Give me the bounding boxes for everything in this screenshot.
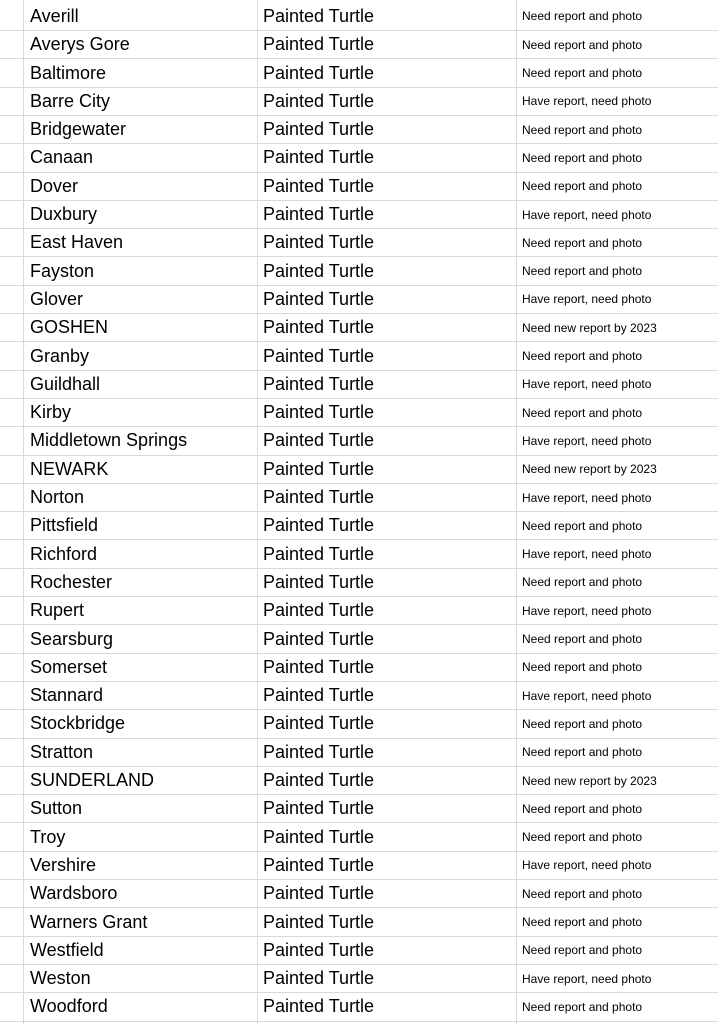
status-cell[interactable]: Need report and photo xyxy=(522,349,643,364)
town-cell[interactable]: Troy xyxy=(30,826,66,847)
status-cell[interactable]: Need new report by 2023 xyxy=(522,320,657,335)
row-margin-cell[interactable] xyxy=(0,795,24,822)
status-cell[interactable]: Have report, need photo xyxy=(522,490,652,505)
table-row xyxy=(0,286,718,314)
table-row xyxy=(0,795,718,823)
row-margin-cell[interactable] xyxy=(0,116,24,143)
table-row xyxy=(0,965,718,993)
town-cell[interactable]: Guildhall xyxy=(30,373,101,394)
town-cell[interactable]: Fayston xyxy=(30,260,95,281)
town-cell[interactable]: Searsburg xyxy=(30,628,114,649)
status-cell[interactable]: Need report and photo xyxy=(522,37,643,52)
table-row xyxy=(0,342,718,370)
species-cell[interactable]: Painted Turtle xyxy=(263,571,375,592)
town-cell[interactable]: Stannard xyxy=(30,685,104,706)
town-cell[interactable]: Middletown Springs xyxy=(30,430,188,451)
town-cell[interactable]: Glover xyxy=(30,288,84,309)
town-cell[interactable]: Stockbridge xyxy=(30,713,126,734)
town-cell[interactable]: Rupert xyxy=(30,600,85,621)
row-margin-cell[interactable] xyxy=(0,484,24,511)
row-margin-cell[interactable] xyxy=(0,824,24,851)
status-cell[interactable]: Need report and photo xyxy=(522,745,643,760)
status-cell[interactable]: Need report and photo xyxy=(522,405,643,420)
status-cell[interactable]: Need report and photo xyxy=(522,915,643,930)
species-cell[interactable]: Painted Turtle xyxy=(263,175,375,196)
table-row xyxy=(0,484,718,512)
status-cell[interactable]: Need new report by 2023 xyxy=(522,773,657,788)
town-cell[interactable]: Warners Grant xyxy=(30,911,148,932)
table-row xyxy=(0,569,718,597)
species-cell[interactable]: Painted Turtle xyxy=(263,515,375,536)
table-row xyxy=(0,908,718,936)
town-cell[interactable]: Sutton xyxy=(30,798,83,819)
town-cell[interactable]: East Haven xyxy=(30,232,124,253)
row-margin-cell[interactable] xyxy=(0,597,24,624)
table-row xyxy=(0,625,718,653)
species-cell[interactable]: Painted Turtle xyxy=(263,826,375,847)
table-row xyxy=(0,654,718,682)
town-cell[interactable]: Rochester xyxy=(30,571,113,592)
status-cell[interactable]: Have report, need photo xyxy=(522,858,652,873)
table-row xyxy=(0,937,718,965)
status-cell[interactable]: Need report and photo xyxy=(522,66,643,81)
table-row xyxy=(0,739,718,767)
status-cell[interactable]: Need report and photo xyxy=(522,575,643,590)
species-cell[interactable]: Painted Turtle xyxy=(263,628,375,649)
species-cell[interactable]: Painted Turtle xyxy=(263,600,375,621)
row-margin-cell[interactable] xyxy=(0,710,24,737)
species-cell[interactable]: Painted Turtle xyxy=(263,5,375,26)
status-cell[interactable]: Have report, need photo xyxy=(522,547,652,562)
table-row xyxy=(0,59,718,87)
species-cell[interactable]: Painted Turtle xyxy=(263,288,375,309)
status-cell[interactable]: Need report and photo xyxy=(522,179,643,194)
species-cell[interactable]: Painted Turtle xyxy=(263,685,375,706)
status-cell[interactable]: Have report, need photo xyxy=(522,971,652,986)
town-cell[interactable]: Westfield xyxy=(30,939,104,960)
species-cell[interactable]: Painted Turtle xyxy=(263,911,375,932)
species-cell[interactable]: Painted Turtle xyxy=(263,34,375,55)
town-cell[interactable]: Pittsfield xyxy=(30,515,99,536)
row-margin-cell[interactable] xyxy=(0,371,24,398)
town-cell[interactable]: Stratton xyxy=(30,741,94,762)
row-margin-cell[interactable] xyxy=(0,201,24,228)
row-margin-cell[interactable] xyxy=(0,512,24,539)
table-row xyxy=(0,144,718,172)
town-cell[interactable]: Barre City xyxy=(30,90,111,111)
row-margin-cell[interactable] xyxy=(0,286,24,313)
row-margin-cell[interactable] xyxy=(0,342,24,369)
species-cell[interactable]: Painted Turtle xyxy=(263,798,375,819)
table-row xyxy=(0,710,718,738)
status-cell[interactable]: Need report and photo xyxy=(522,150,643,165)
row-margin-cell[interactable] xyxy=(0,767,24,794)
status-cell[interactable]: Have report, need photo xyxy=(522,377,652,392)
table-row xyxy=(0,258,718,286)
town-cell[interactable]: Canaan xyxy=(30,147,94,168)
status-cell[interactable]: Have report, need photo xyxy=(522,207,652,222)
row-margin-cell[interactable] xyxy=(0,31,24,58)
status-cell[interactable]: Need report and photo xyxy=(522,801,643,816)
species-cell[interactable]: Painted Turtle xyxy=(263,656,375,677)
species-cell[interactable]: Painted Turtle xyxy=(263,147,375,168)
town-cell[interactable]: Norton xyxy=(30,487,85,508)
town-cell[interactable]: Averill xyxy=(30,5,79,26)
status-cell[interactable]: Need report and photo xyxy=(522,9,643,24)
species-cell[interactable]: Painted Turtle xyxy=(263,402,375,423)
table-row xyxy=(0,88,718,116)
town-cell[interactable]: Richford xyxy=(30,543,98,564)
species-cell[interactable]: Painted Turtle xyxy=(263,458,375,479)
row-margin-cell[interactable] xyxy=(0,937,24,964)
species-cell[interactable]: Painted Turtle xyxy=(263,62,375,83)
town-cell[interactable]: Bridgewater xyxy=(30,119,127,140)
town-cell[interactable]: Baltimore xyxy=(30,62,107,83)
town-cell[interactable]: Wardsboro xyxy=(30,883,118,904)
town-cell[interactable]: Duxbury xyxy=(30,204,98,225)
status-cell[interactable]: Need report and photo xyxy=(522,943,643,958)
table-row xyxy=(0,852,718,880)
species-cell[interactable]: Painted Turtle xyxy=(263,232,375,253)
species-cell[interactable]: Painted Turtle xyxy=(263,883,375,904)
status-cell[interactable]: Need report and photo xyxy=(522,264,643,279)
table-row xyxy=(0,31,718,59)
row-margin-cell[interactable] xyxy=(0,399,24,426)
row-margin-cell[interactable] xyxy=(0,625,24,652)
table-row xyxy=(0,399,718,427)
row-margin-cell[interactable] xyxy=(0,908,24,935)
table-row xyxy=(0,427,718,455)
status-cell[interactable]: Need report and photo xyxy=(522,122,643,137)
table-row xyxy=(0,682,718,710)
town-cell[interactable]: Woodford xyxy=(30,996,108,1017)
row-margin-cell[interactable] xyxy=(0,173,24,200)
town-cell[interactable]: Granby xyxy=(30,345,90,366)
status-cell[interactable]: Have report, need photo xyxy=(522,433,652,448)
table-row xyxy=(0,201,718,229)
species-cell[interactable]: Painted Turtle xyxy=(263,345,375,366)
status-cell[interactable]: Need report and photo xyxy=(522,632,643,647)
row-margin-cell[interactable] xyxy=(0,144,24,171)
table-row xyxy=(0,541,718,569)
table-row xyxy=(0,456,718,484)
row-margin-cell[interactable] xyxy=(0,880,24,907)
status-cell[interactable]: Have report, need photo xyxy=(522,94,652,109)
row-margin-cell[interactable] xyxy=(0,314,24,341)
town-cell[interactable]: NEWARK xyxy=(30,458,109,479)
table-row xyxy=(0,767,718,795)
status-cell[interactable]: Need report and photo xyxy=(522,518,643,533)
row-margin-cell[interactable] xyxy=(0,427,24,454)
status-cell[interactable]: Need report and photo xyxy=(522,999,643,1014)
species-cell[interactable]: Painted Turtle xyxy=(263,487,375,508)
species-cell[interactable]: Painted Turtle xyxy=(263,713,375,734)
row-margin-cell[interactable] xyxy=(0,541,24,568)
table-row xyxy=(0,371,718,399)
row-margin-cell[interactable] xyxy=(0,682,24,709)
town-cell[interactable]: Weston xyxy=(30,968,91,989)
species-cell[interactable]: Painted Turtle xyxy=(263,543,375,564)
town-cell[interactable]: Kirby xyxy=(30,402,72,423)
row-margin-cell[interactable] xyxy=(0,965,24,992)
row-margin-cell[interactable] xyxy=(0,569,24,596)
table-row xyxy=(0,314,718,342)
status-cell[interactable]: Have report, need photo xyxy=(522,688,652,703)
status-cell[interactable]: Have report, need photo xyxy=(522,603,652,618)
status-cell[interactable]: Need report and photo xyxy=(522,716,643,731)
status-cell[interactable]: Need report and photo xyxy=(522,235,643,250)
table-row xyxy=(0,993,718,1021)
table-row xyxy=(0,824,718,852)
status-cell[interactable]: Need report and photo xyxy=(522,660,643,675)
status-cell[interactable]: Need new report by 2023 xyxy=(522,462,657,477)
town-cell[interactable]: SUNDERLAND xyxy=(30,770,155,791)
species-cell[interactable]: Painted Turtle xyxy=(263,854,375,875)
species-cell[interactable]: Painted Turtle xyxy=(263,204,375,225)
row-margin-cell[interactable] xyxy=(0,258,24,285)
table-row xyxy=(0,3,718,31)
row-margin-cell[interactable] xyxy=(0,993,24,1020)
species-cell[interactable]: Painted Turtle xyxy=(263,119,375,140)
species-cell[interactable]: Painted Turtle xyxy=(263,90,375,111)
species-cell[interactable]: Painted Turtle xyxy=(263,317,375,338)
species-cell[interactable]: Painted Turtle xyxy=(263,770,375,791)
table-row xyxy=(0,880,718,908)
town-cell[interactable]: Dover xyxy=(30,175,79,196)
species-cell[interactable]: Painted Turtle xyxy=(263,939,375,960)
species-cell[interactable]: Painted Turtle xyxy=(263,260,375,281)
species-cell[interactable]: Painted Turtle xyxy=(263,996,375,1017)
row-margin-cell[interactable] xyxy=(0,739,24,766)
status-cell[interactable]: Need report and photo xyxy=(522,886,643,901)
row-margin-cell[interactable] xyxy=(0,59,24,86)
row-margin-cell[interactable] xyxy=(0,229,24,256)
row-margin-cell[interactable] xyxy=(0,654,24,681)
row-margin-cell[interactable] xyxy=(0,456,24,483)
species-cell[interactable]: Painted Turtle xyxy=(263,373,375,394)
row-margin-cell[interactable] xyxy=(0,3,24,30)
status-cell[interactable]: Need report and photo xyxy=(522,830,643,845)
species-cell[interactable]: Painted Turtle xyxy=(263,741,375,762)
status-cell[interactable]: Have report, need photo xyxy=(522,292,652,307)
table-row xyxy=(0,173,718,201)
row-margin-cell[interactable] xyxy=(0,88,24,115)
town-cell[interactable]: GOSHEN xyxy=(30,317,109,338)
table-row xyxy=(0,597,718,625)
town-cell[interactable]: Averys Gore xyxy=(30,34,130,55)
table-row xyxy=(0,512,718,540)
table-row xyxy=(0,229,718,257)
town-cell[interactable]: Somerset xyxy=(30,656,108,677)
table-row xyxy=(0,116,718,144)
town-cell[interactable]: Vershire xyxy=(30,854,97,875)
species-cell[interactable]: Painted Turtle xyxy=(263,968,375,989)
row-margin-cell[interactable] xyxy=(0,852,24,879)
species-cell[interactable]: Painted Turtle xyxy=(263,430,375,451)
